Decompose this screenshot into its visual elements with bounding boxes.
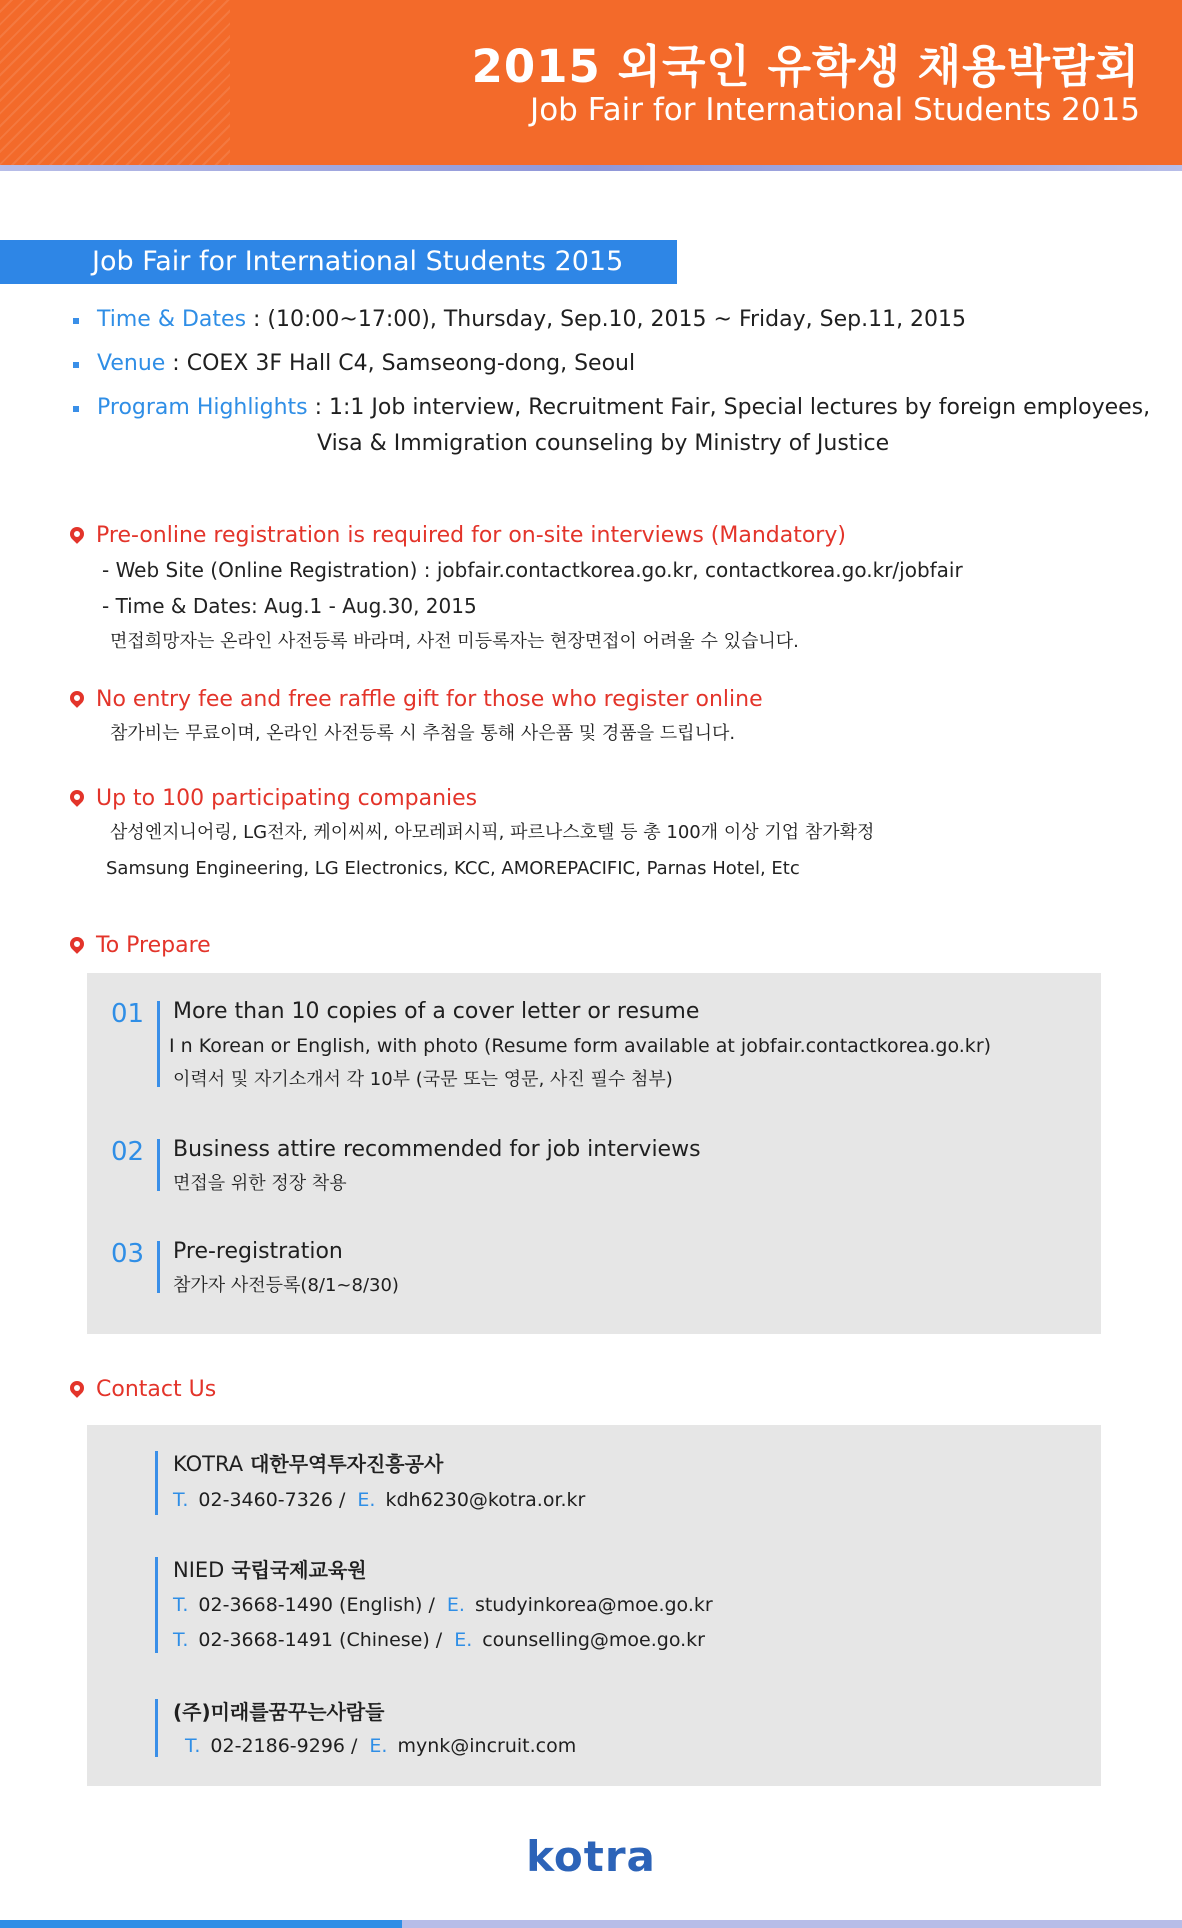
header-title-kr: 2015 외국인 유학생 채용박람회 xyxy=(471,40,1140,93)
entry-fee-note-kr: 참가비는 무료이며, 온라인 사전등록 시 추첨을 통해 사은품 및 경품을 드립니다. xyxy=(110,723,736,744)
item-title: More than 10 copies of a cover letter or resume xyxy=(173,999,700,1024)
companies-list-kr: 삼성엔지니어링, LG전자, 케이씨씨, 아모레퍼시픽, 파르나스호텔 등 총 100개 이상 기업 참가확정 xyxy=(110,822,875,843)
separator: / xyxy=(428,1594,435,1616)
bullet-icon xyxy=(73,362,79,368)
item-title: Pre-registration xyxy=(173,1239,343,1264)
contact-heading-text: Contact Us xyxy=(96,1377,217,1402)
companies-list-en: Samsung Engineering, LG Electronics, KCC, AMOREPACIFIC, Parnas Hotel, Etc xyxy=(106,858,800,879)
event-info-list xyxy=(70,302,1150,462)
section-title: Job Fair for International Students 2015 xyxy=(0,240,677,284)
companies-section xyxy=(66,783,1146,887)
email-key: E. xyxy=(357,1489,376,1511)
info-label: Program Highlights xyxy=(97,395,308,420)
preonline-heading-text: Pre-online registration is required for on-site interviews (Mandatory) xyxy=(96,523,846,548)
info-time-dates xyxy=(70,302,1150,338)
contact-line xyxy=(185,1729,576,1763)
separator: / xyxy=(435,1629,443,1651)
phone-number: 02-2186-9296 xyxy=(210,1735,346,1757)
location-pin-icon xyxy=(67,1378,87,1398)
email-address[interactable]: counselling@moe.go.kr xyxy=(482,1629,705,1651)
phone-number: 02-3460-7326 xyxy=(198,1489,334,1511)
contact-line xyxy=(173,1588,713,1622)
item-detail: I n Korean or English, with photo (Resume form available at jobfair.contactkorea.go.kr) xyxy=(169,1035,992,1057)
email-key: E. xyxy=(369,1735,388,1757)
header-banner xyxy=(0,0,1182,165)
info-label: Venue xyxy=(97,351,166,376)
email-key: E. xyxy=(446,1594,465,1616)
preonline-website: - Web Site (Online Registration) : jobfair.contactkorea.go.kr, contactkorea.go.kr/jobfair xyxy=(102,558,963,582)
location-pin-icon xyxy=(67,688,87,708)
contact-line xyxy=(173,1483,585,1517)
info-value: : (10:00~17:00), Thursday, Sep.10, 2015 ~ Friday, Sep.11, 2015 xyxy=(246,307,967,332)
companies-heading xyxy=(66,783,1146,815)
header-divider xyxy=(0,165,1182,171)
phone-number: 02-3668-1491 (Chinese) xyxy=(198,1629,430,1651)
org-name-en: KOTRA xyxy=(173,1452,244,1476)
item-detail-kr: 참가자 사전등록(8/1~8/30) xyxy=(173,1275,399,1296)
item-divider xyxy=(157,1241,160,1293)
header-stripes xyxy=(0,0,230,165)
preonline-dates: - Time & Dates: Aug.1 - Aug.30, 2015 xyxy=(102,594,477,618)
item-number: 02 xyxy=(111,1137,145,1167)
org-name-en: NIED xyxy=(173,1558,225,1582)
entry-fee-heading xyxy=(66,684,1146,716)
info-label: Time & Dates xyxy=(97,307,247,332)
phone-key: T. xyxy=(173,1594,189,1616)
item-detail-kr: 이력서 및 자기소개서 각 10부 (국문 또는 영문, 사진 필수 첨부) xyxy=(173,1069,673,1090)
location-pin-icon xyxy=(67,934,87,954)
preonline-note-kr: 면접희망자는 온라인 사전등록 바라며, 사전 미등록자는 현장면접이 어려울 수 있습니다. xyxy=(110,631,799,652)
org-name-kr: 대한무역투자진흥공사 xyxy=(250,1452,444,1476)
contact-line xyxy=(173,1623,705,1657)
preonline-heading xyxy=(66,520,1146,552)
item-divider xyxy=(157,1139,160,1191)
info-value: : 1:1 Job interview, Recruitment Fair, Special lectures by foreign employees, xyxy=(307,395,1151,420)
prepare-heading-wrap xyxy=(66,930,1146,962)
entry-fee-heading-text: No entry fee and free raffle gift for those who register online xyxy=(96,687,763,712)
contact-divider xyxy=(155,1699,158,1757)
info-venue xyxy=(70,346,1150,382)
item-divider xyxy=(157,1001,160,1087)
contact-box xyxy=(87,1425,1101,1786)
info-value: : COEX 3F Hall C4, Samseong-dong, Seoul xyxy=(165,351,636,376)
item-number: 01 xyxy=(111,999,145,1029)
email-address[interactable]: kdh6230@kotra.or.kr xyxy=(385,1489,586,1511)
org-name-kr: 국립국제교육원 xyxy=(231,1558,367,1582)
companies-heading-text: Up to 100 participating companies xyxy=(96,786,478,811)
contact-org xyxy=(173,1447,443,1481)
contact-divider xyxy=(155,1451,158,1515)
prepare-heading-text: To Prepare xyxy=(96,933,211,958)
prepare-heading xyxy=(66,930,1146,962)
prepare-box xyxy=(87,973,1101,1334)
contact-heading xyxy=(66,1374,1146,1406)
phone-key: T. xyxy=(173,1629,189,1651)
separator: / xyxy=(351,1735,358,1757)
email-key: E. xyxy=(454,1629,473,1651)
header-title-en: Job Fair for International Students 2015 xyxy=(530,92,1140,128)
item-detail-kr: 면접을 위한 정장 착용 xyxy=(173,1173,347,1194)
info-value-continued: Visa & Immigration counseling by Ministry of Justice xyxy=(317,431,890,456)
preonline-section xyxy=(66,520,1146,660)
item-number: 03 xyxy=(111,1239,145,1269)
info-program xyxy=(70,390,1150,462)
location-pin-icon xyxy=(67,524,87,544)
contact-org: (주)미래를꿈꾸는사람들 xyxy=(173,1700,385,1724)
phone-key: T. xyxy=(185,1735,201,1757)
phone-number: 02-3668-1490 (English) xyxy=(198,1594,423,1616)
contact-heading-wrap xyxy=(66,1374,1146,1406)
email-address[interactable]: mynk@incruit.com xyxy=(397,1735,577,1757)
kotra-logo: kotra xyxy=(526,1832,656,1881)
separator: / xyxy=(339,1489,346,1511)
phone-key: T. xyxy=(173,1489,189,1511)
footer-divider xyxy=(0,1920,1182,1928)
bullet-icon xyxy=(73,406,79,412)
contact-org xyxy=(173,1553,367,1587)
location-pin-icon xyxy=(67,787,87,807)
contact-divider xyxy=(155,1557,158,1653)
email-address[interactable]: studyinkorea@moe.go.kr xyxy=(474,1594,713,1616)
entry-fee-section xyxy=(66,684,1146,752)
item-title: Business attire recommended for job interviews xyxy=(173,1137,701,1162)
bullet-icon xyxy=(73,318,79,324)
